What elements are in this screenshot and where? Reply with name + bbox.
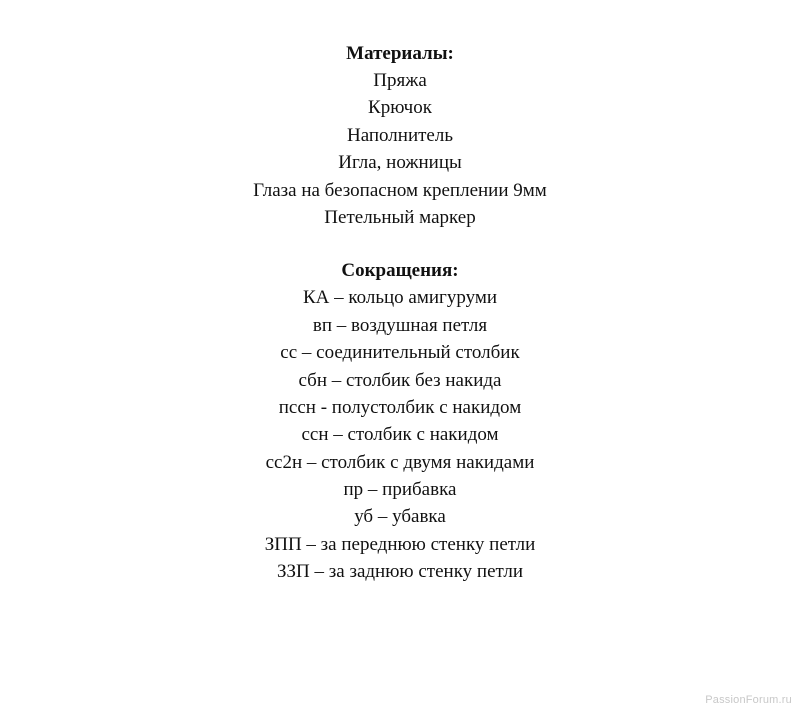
abbreviation-item: пссн - полустолбик с накидом	[278, 396, 522, 418]
materials-item: Глаза на безопасном креплении 9мм	[253, 179, 547, 201]
abbreviation-item: сс2н – столбик с двумя накидами	[265, 451, 535, 473]
section-spacer	[0, 231, 800, 257]
abbreviations-section	[0, 257, 800, 585]
abbreviation-item: ЗПП – за переднюю стенку петли	[264, 533, 536, 555]
abbreviation-item: сбн – столбик без накида	[298, 369, 502, 391]
abbreviation-item: ссн – столбик с накидом	[301, 424, 499, 446]
abbreviation-item: сс – соединительный столбик	[280, 342, 520, 364]
materials-item: Крючок	[368, 97, 432, 119]
abbreviation-item: ЗЗП – за заднюю стенку петли	[277, 561, 523, 583]
materials-item: Петельный маркер	[324, 206, 476, 228]
abbreviation-item: пр – прибавка	[343, 479, 457, 501]
watermark: PassionForum.ru	[705, 694, 792, 706]
abbreviation-item: КА – кольцо амигуруми	[302, 287, 498, 309]
document-page	[0, 40, 800, 586]
abbreviations-heading: Сокращения:	[341, 260, 459, 282]
materials-item: Игла, ножницы	[338, 152, 462, 174]
abbreviation-item: уб – убавка	[354, 506, 446, 528]
materials-section	[0, 40, 800, 231]
materials-item: Наполнитель	[346, 124, 454, 146]
abbreviation-item: вп – воздушная петля	[312, 314, 488, 336]
materials-item: Пряжа	[373, 70, 427, 91]
materials-heading: Материалы:	[346, 43, 454, 64]
